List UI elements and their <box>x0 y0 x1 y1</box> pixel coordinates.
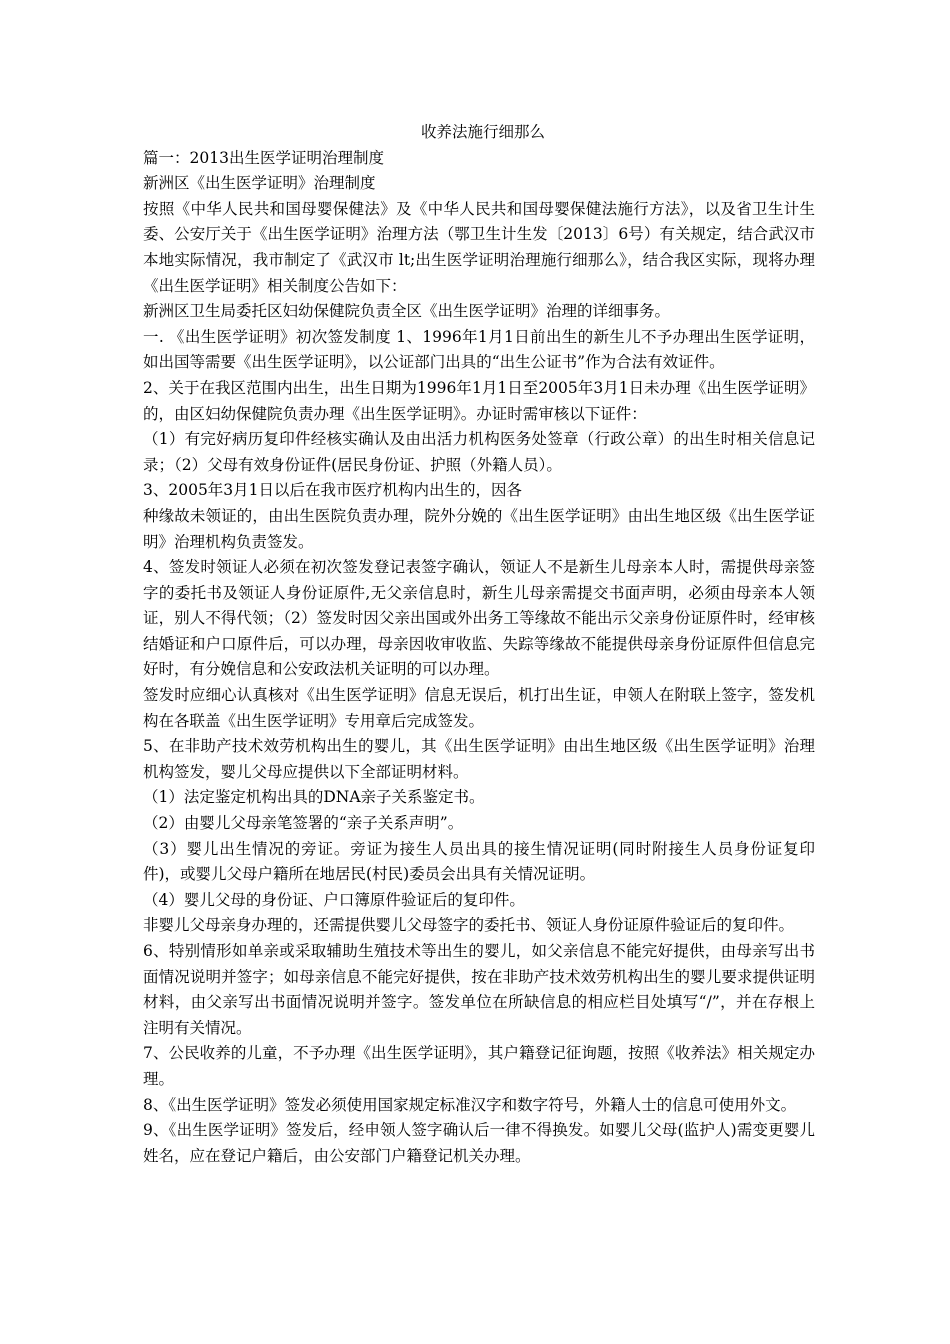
paragraph-subtitle: 新洲区《出生医学证明》治理制度 <box>143 174 376 193</box>
paragraph-item-8: 8、《出生医学证明》签发必须使用国家规定标准汉字和数字符号，外籍人士的信息可使用外文。 <box>143 1095 797 1114</box>
paragraph-item-9: 9、《出生医学证明》签发后，经申领人签字确认后一律不得换发。如婴儿父母(监护人)需变更婴儿姓名，应在登记户籍后，由公安部门户籍登记机关办理。 <box>143 1121 815 1165</box>
paragraph-issuing-check: 签发时应细心认真核对《出生医学证明》信息无误后，机打出生证，申领人在附联上签字，签发机构在各联盖《出生医学证明》专用章后完成签发。 <box>143 686 815 730</box>
paragraph-item-3-continued: 种缘故未领证的，由出生医院负责办理，院外分娩的《出生医学证明》由出生地区级《出生医学证明》治理机构负责签发。 <box>143 506 815 551</box>
paragraph-item-2: 2、关于在我区范围内出生，出生日期为1996年1月1日至2005年3月1日未办理《出生医学证明》的，由区妇幼保健院负责办理《出生医学证明》。办证时需审核以下证件： <box>143 378 815 423</box>
paragraph-intro: 按照《中华人民共和国母婴保健法》及《中华人民共和国母婴保健法施行方法》，以及省卫生计生委、公安厅关于《出生医学证明》治理方法（鄂卫生计生发〔2013〕6号）有关规定，结合武汉市本地实际情况，我市制定了《武汉市 lt;出生医学证明治理施行细那么》，结合我区实际，现将办理《出生医学证明》相关制度公告如下： <box>143 199 815 295</box>
paragraph-item-5-2: （2）由婴儿父母亲笔签署的“亲子关系声明”。 <box>143 814 464 833</box>
paragraph-item-7: 7、公民收养的儿童，不予办理《出生医学证明》，其户籍登记征询题，按照《收养法》相关规定办理。 <box>143 1044 815 1088</box>
paragraph-item-5-1: （1）法定鉴定机构出具的DNA亲子关系鉴定书。 <box>143 788 485 807</box>
paragraph-item-3: 3、2005年3月1日以后在我市医疗机构内出生的，因各 <box>143 481 523 500</box>
paragraph-section-heading: 篇一：2013出生医学证明治理制度 <box>143 148 384 167</box>
paragraph-item-5: 5、在非助产技术效劳机构出生的婴儿，其《出生医学证明》由出生地区级《出生医学证明》治理机构签发，婴儿父母应提供以下全部证明材料。 <box>143 737 815 781</box>
document-page <box>143 120 815 1169</box>
paragraph-item-5-4: （4）婴儿父母的身份证、户口簿原件验证后的复印件。 <box>143 890 525 909</box>
paragraph-item-4: 4、签发时领证人必须在初次签发登记表签字确认，领证人不是新生儿母亲本人时，需提供母亲签字的委托书及领证人身份证原件,无父亲信息时，新生儿母亲需提交书面声明，必须由母亲本人领证，别人不得代领；（2）签发时因父亲出国或外出务工等缘故不能出示父亲身份证原件时，经审核结婚证和户口原件后，可以办理，母亲因收审收监、失踪等缘故不能提供母亲身份证原件但信息完好时，有分娩信息和公安政法机关证明的可以办理。 <box>143 558 815 679</box>
paragraph-item-2-documents: （1）有完好病历复印件经核实确认及由出活力机构医务处签章（行政公章）的出生时相关信息记录；（2）父母有效身份证件(居民身份证、护照（外籍人员）。 <box>143 430 815 474</box>
paragraph-item-5-3: （3）婴儿出生情况的旁证。旁证为接生人员出具的接生情况证明(同时附接生人员身份证复印件)，或婴儿父母户籍所在地居民(村民)委员会出具有关情况证明。 <box>143 839 815 884</box>
paragraph-item-1: 一. 《出生医学证明》初次签发制度 1、1996年1月1日前出生的新生儿不予办理出生医学证明，如出国等需要《出生医学证明》，以公证部门出具的“出生公证书”作为合法有效证件。 <box>143 327 815 372</box>
paragraph-delegation: 新洲区卫生局委托区妇幼保健院负责全区《出生医学证明》治理的详细事务。 <box>143 302 671 321</box>
paragraph-item-5-proxy: 非婴儿父母亲身办理的，还需提供婴儿父母签字的委托书、领证人身份证原件验证后的复印件。 <box>143 916 795 935</box>
paragraph-item-6: 6、特别情形如单亲或采取辅助生殖技术等出生的婴儿，如父亲信息不能完好提供，由母亲写出书面情况说明并签字；如母亲信息不能完好提供，按在非助产技术效劳机构出生的婴儿要求提供证明材料，由父亲写出书面情况说明并签字。签发单位在所缺信息的相应栏目处填写“/”，并在存根上注明有关情况。 <box>143 942 815 1037</box>
document-title: 收养法施行细那么 <box>420 123 545 141</box>
